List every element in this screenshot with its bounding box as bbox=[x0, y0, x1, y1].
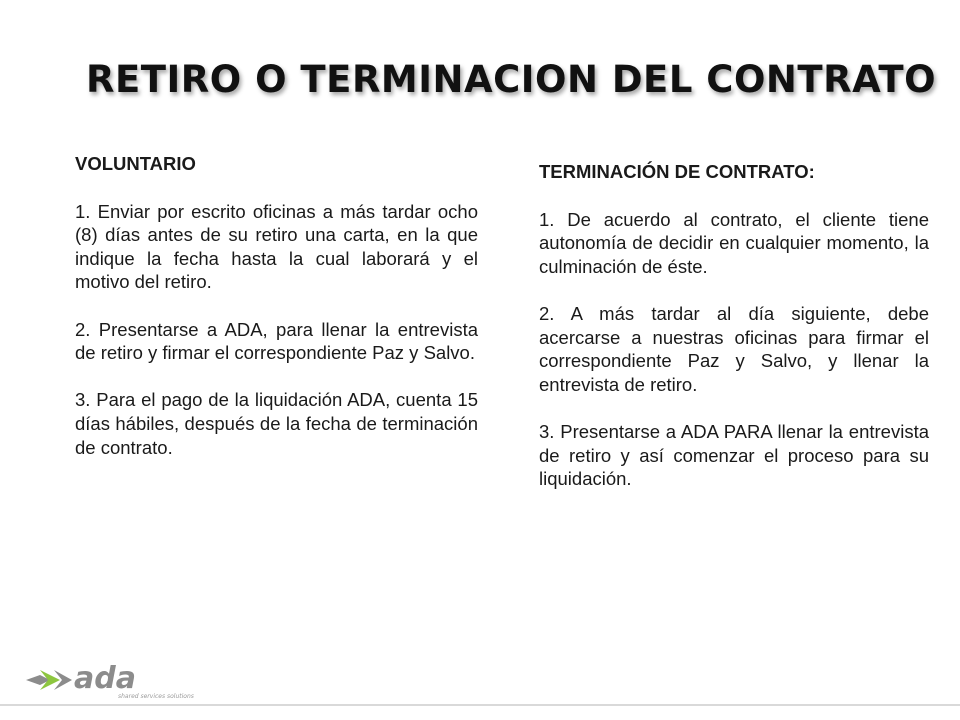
voluntario-item-3: 3. Para el pago de la liquidación ADA, cuenta 15 días hábiles, después de la fecha de terminación de contrato. bbox=[75, 389, 478, 458]
slide-title: RETIRO O TERMINACION DEL CONTRATO bbox=[86, 58, 937, 101]
terminacion-column bbox=[539, 160, 929, 491]
voluntario-heading: VOLUNTARIO bbox=[75, 153, 196, 174]
terminacion-item-3: 3. Presentarse a ADA PARA llenar la entrevista de retiro y así comenzar el proceso para su liquidación. bbox=[539, 420, 929, 490]
logo-tagline: shared services solutions bbox=[118, 693, 194, 700]
terminacion-heading: TERMINACIÓN DE CONTRATO: bbox=[539, 161, 815, 182]
terminacion-item-2: 2. A más tardar al día siguiente, debe acercarse a nuestras oficinas para firmar el correspondiente Paz y Salvo, y llenar la entrevista de retiro. bbox=[539, 302, 929, 395]
ada-logo bbox=[26, 658, 206, 700]
terminacion-item-1: 1. De acuerdo al contrato, el cliente tiene autonomía de decidir en cualquier momento, la culminación de éste. bbox=[539, 208, 929, 277]
voluntario-item-1: 1. Enviar por escrito oficinas a más tardar ocho (8) días antes de su retiro una carta, en la que indique la fecha hasta la cual laborará y el motivo del retiro. bbox=[75, 200, 478, 293]
logo-wordmark: ada bbox=[74, 661, 136, 696]
voluntario-column bbox=[75, 152, 478, 459]
bottom-divider bbox=[0, 704, 960, 706]
voluntario-item-2: 2. Presentarse a ADA, para llenar la entrevista de retiro y firmar el correspondiente Paz y Salvo. bbox=[75, 318, 478, 364]
